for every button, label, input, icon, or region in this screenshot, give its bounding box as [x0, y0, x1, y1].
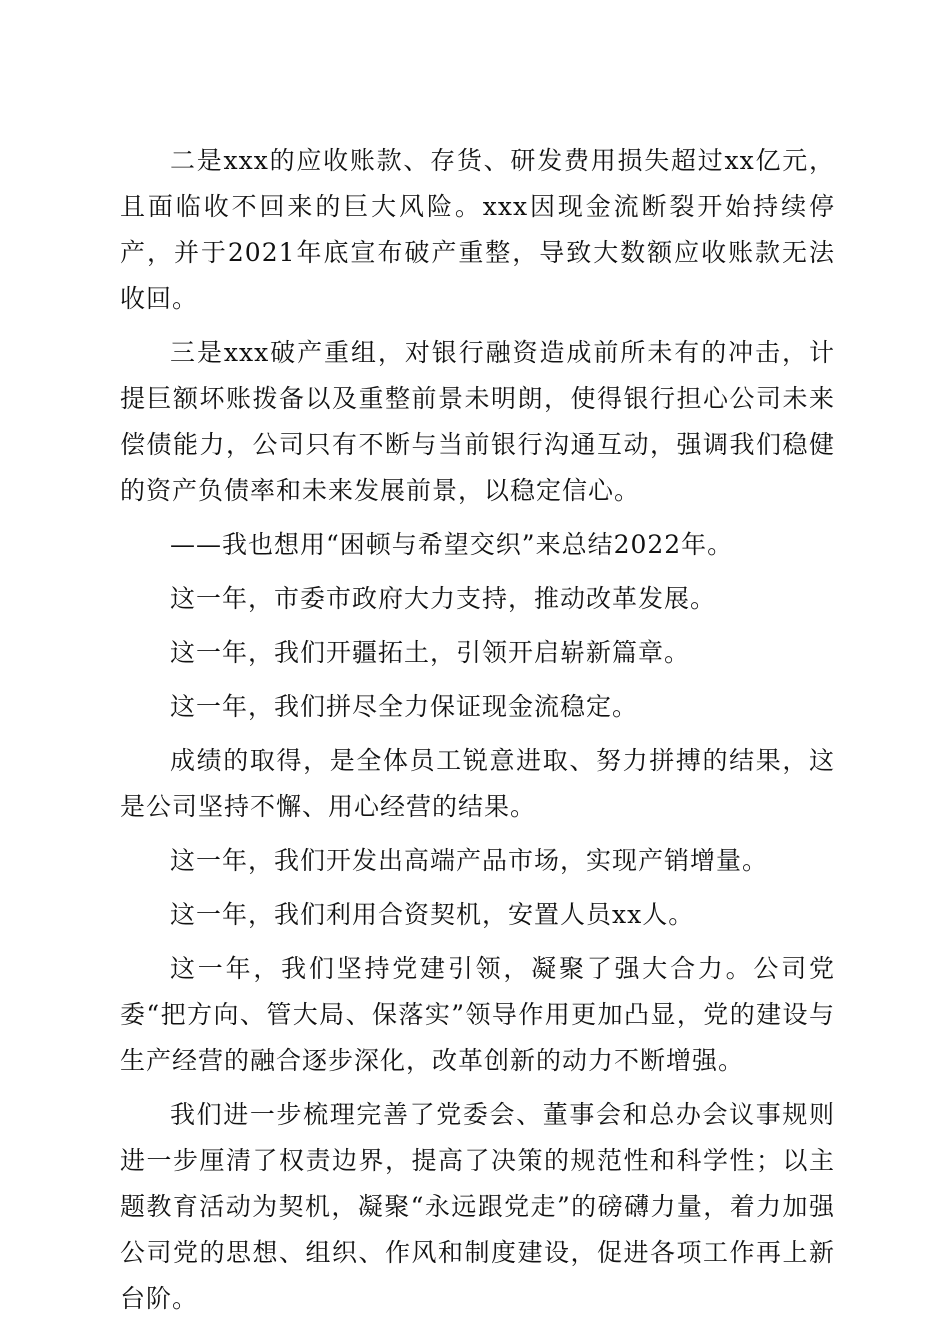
paragraph-achievements: 成绩的取得，是全体员工锐意进取、努力拼搏的结果，这是公司坚持不懈、用心经营的结果。	[120, 746, 835, 821]
paragraph-year-cashflow: 这一年，我们拼尽全力保证现金流稳定。	[170, 692, 639, 721]
document-body	[120, 138, 835, 1330]
paragraph-year-support: 这一年，市委市政府大力支持，推动改革发展。	[170, 584, 717, 613]
paragraph-year-market: 这一年，我们开发出高端产品市场，实现产销增量。	[170, 846, 769, 875]
paragraph-year-party-building: 这一年，我们坚持党建引领，凝聚了强大合力。公司党委“把方向、管大局、保落实”领导作用更加凸显，党的建设与生产经营的融合逐步深化，改革创新的动力不断增强。	[120, 954, 835, 1075]
paragraph-summary-2022: ——我也想用“困顿与希望交织”来总结2022年。	[170, 530, 734, 559]
paragraph-risk-two: 二是xxx的应收账款、存货、研发费用损失超过xx亿元，且面临收不回来的巨大风险。xxx因现金流断裂开始持续停产，并于2021年底宣布破产重整，导致大数额应收账款无法收回。	[120, 146, 835, 313]
paragraph-year-jointventure: 这一年，我们利用合资契机，安置人员xx人。	[170, 900, 695, 929]
paragraph-risk-three: 三是xxx破产重组，对银行融资造成前所未有的冲击，计提巨额坏账拨备以及重整前景未明朗，使得银行担心公司未来偿债能力，公司只有不断与当前银行沟通互动，强调我们稳健的资产负债率和未来发展前景，以稳定信心。	[120, 338, 835, 505]
paragraph-year-expansion: 这一年，我们开疆拓土，引领开启崭新篇章。	[170, 638, 691, 667]
paragraph-governance: 我们进一步梳理完善了党委会、董事会和总办会议事规则进一步厘清了权责边界，提高了决策的规范性和科学性；以主题教育活动为契机，凝聚“永远跟党走”的磅礴力量，着力加强公司党的思想、组织、作风和制度建设，促进各项工作再上新台阶。	[120, 1100, 835, 1313]
